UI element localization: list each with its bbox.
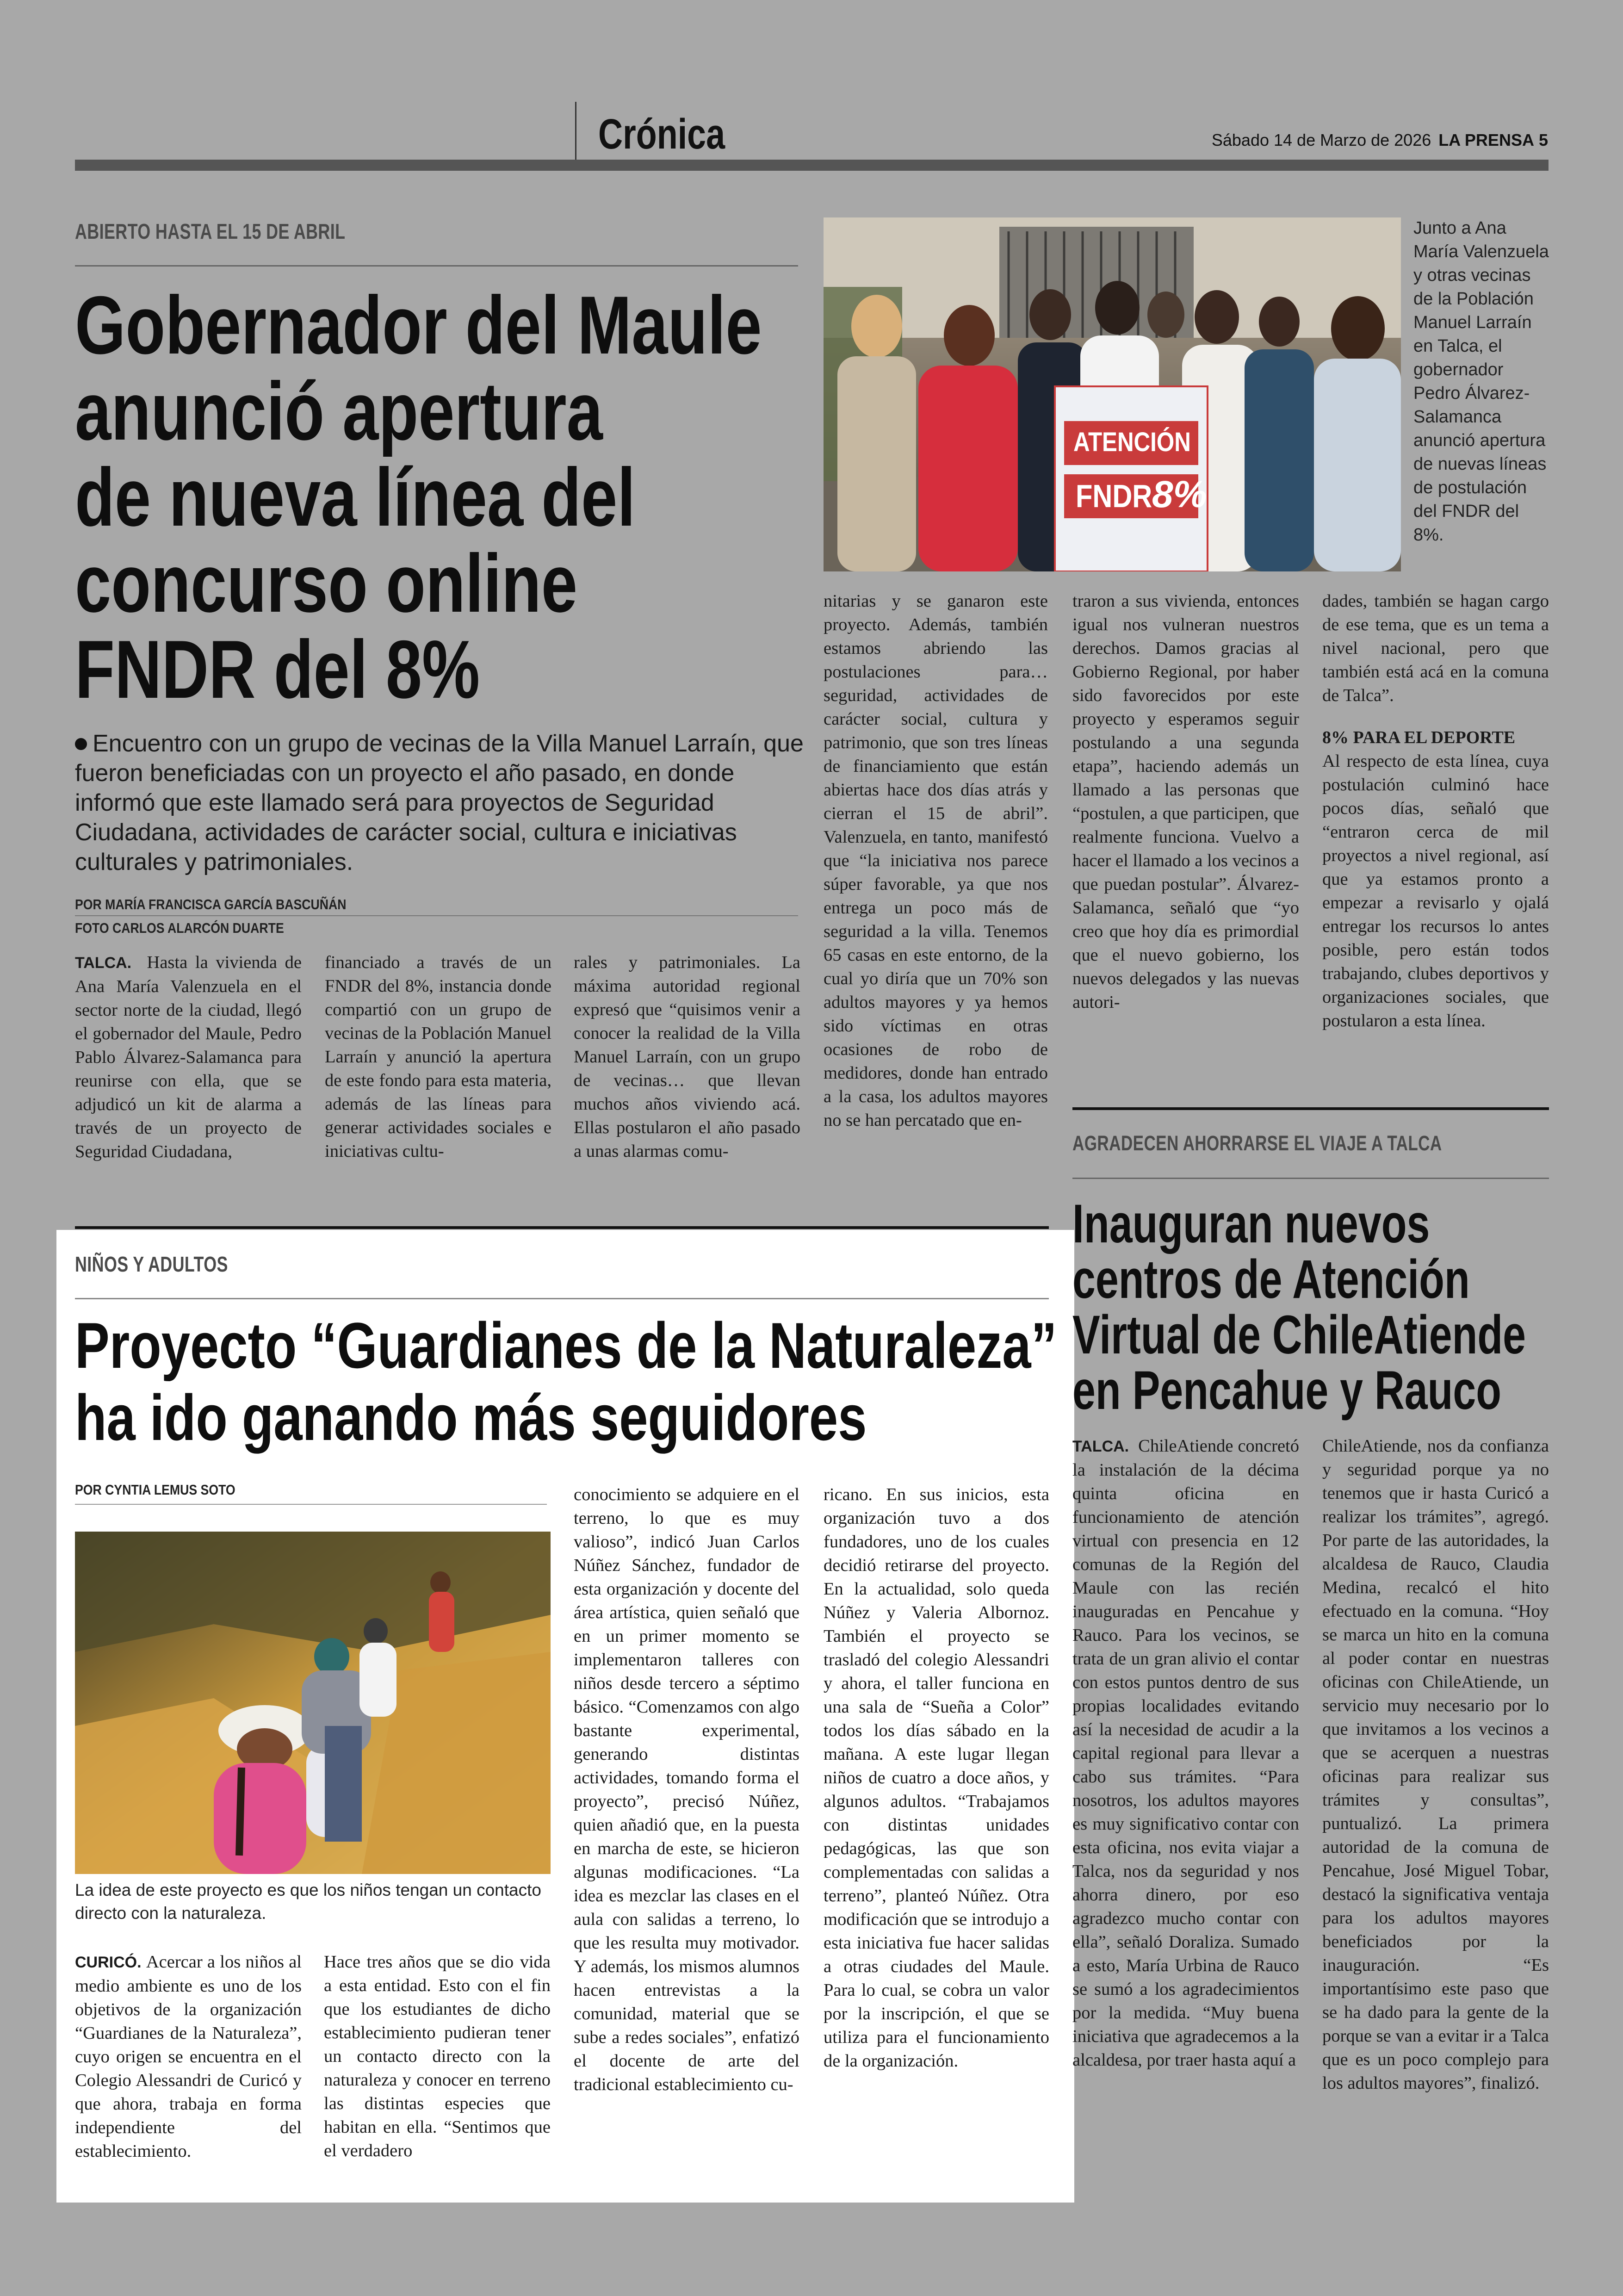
article3-kicker: AGRADECEN AHORRARSE EL VIAJE A TALCA <box>1072 1131 1442 1155</box>
article1-col-6 <box>1322 590 1549 1033</box>
sign-percent: 8% <box>1152 473 1207 515</box>
article2-dateline: CURICÓ. <box>75 1954 142 1971</box>
article1-dateline: TALCA. <box>75 954 132 972</box>
article2-col-4: ricano. En sus inicios, esta organización tuvo a dos fundadores, uno de los cuales decidió retirarse del proyecto. En la actualidad, solo queda Núñez y Valeria Albornoz. También el proyecto se trasladó del colegio Alessandri y ahora, el taller funciona en una sala de “Sueña a Color” todos los días sábado en la mañana. A este lugar llegan niños de cuatro a doce años, y algunos adultos. “Trabajamos con distintas unidades pedagógicas, las que son complementadas con salidas a terreno”, planteó Núñez. Otra modificación que se introdujo a esta iniciativa fue hacer salidas a otras ciudades del Maule. Para lo cual, se cobra un valor por la inscripción, el que se utiliza para el funcionamiento de la organización. <box>824 1485 1049 2071</box>
page-number: 5 <box>1538 130 1548 149</box>
article2-col-3: conocimiento se adquiere en el terreno, lo que es muy valioso”, indicó Juan Carlos Núñez Sánchez, fundador de esta organización y docente del área artística, quien señaló que en un primer momento se implementaron talleres con niños desde tercero a séptimo básico. “Comenzamos con algo bastante experimental, generando distintas actividades, tomando forma el proyecto”, precisó Núñez, quien añadió que, en la puesta en marcha de este, se hicieron algunas modificaciones. “La idea es mezclar las clases en el aula con salidas a terreno, lo que les resulta muy motivador. Y además, los mismos alumnos hacen entrevistas a la comunidad, material que se sube a redes sociales”, enfatizó el docente de arte del tradicional establecimiento cu- <box>574 1485 799 2094</box>
sign-text: FNDR <box>1076 478 1152 514</box>
article2-kicker: NIÑOS Y ADULTOS <box>75 1252 228 1276</box>
article1-subhead: 8% PARA EL DEPORTE <box>1322 728 1516 747</box>
paper-name: LA PRENSA <box>1438 130 1534 149</box>
header-date: Sábado 14 de Marzo de 2026 <box>1211 130 1431 149</box>
article3-kicker-rule <box>1072 1178 1549 1179</box>
article1-col-1 <box>75 951 302 1164</box>
article1-col-1-text: Hasta la vivienda de Ana María Valenzuela en el sector norte de la ciudad, llegó el gobernador del Maule, Pedro Pablo Álvarez-Salamanca para reunirse con ella, que se adjudicó un kit de alarma a través de un proyecto de Seguridad Ciudadana, <box>75 953 302 1161</box>
article1-col-2: financiado a través de un FNDR del 8%, instancia donde compartió con un grupo de vecinas de la Población Manuel Larraín y anunció la apertura de este fondo para esta materia, además de las líneas para generar actividades sociales e iniciativas cultu- <box>325 953 551 1161</box>
article1-photo-credit: FOTO CARLOS ALARCÓN DUARTE <box>75 920 284 936</box>
article2-col-2: Hace tres años que se dio vida a esta entidad. Esto con el fin que los estudiantes de dicho establecimiento pudieran tener un contacto directo con la naturaleza y conocer en terreno las distintas especies que habitan en ella. “Sentimos que el verdadero <box>324 1952 551 2160</box>
article3-headline-line: centros de Atención <box>1072 1249 1470 1310</box>
article2-headline-line: ha ido ganando más seguidores <box>75 1381 867 1454</box>
article2-col-1 <box>75 1950 302 2163</box>
article1-headline-line: anunció apertura <box>75 365 603 457</box>
article1-headline-line: de nueva línea del <box>75 451 636 543</box>
article2-photo <box>75 1532 551 1874</box>
header-date-line <box>1212 130 1548 150</box>
article1-photo-caption: Junto a Ana María Valenzuela y otras vecinas de la Población Manuel Larraín en Talca, el gobernador Pedro Álvarez-Salamanca anunció apertura de nuevas líneas de postulación del FNDR del 8%. <box>1413 218 1549 545</box>
article1-col-4: nitarias y se ganaron este proyecto. Además, también estamos abriendo las postulaciones para… seguridad, actividades de carácter social, cultura y patrimonio, que son tres líneas de financiamiento que están abiertas hace dos días atrás y cierran el 15 de abril”. Valenzuela, en tanto, manifestó que “la iniciativa nos parece súper favorable, ya que nos entrega un poco más de seguridad a la villa. Tenemos 65 casas en este entorno, de la cual yo diría que un 70% son adultos mayores y ya hemos sido víctimas en otras ocasiones de robo de medidores, donde han entrado a la casa, los adultos mayores no se han percatado que en- <box>824 591 1048 1130</box>
article1-headline-line: FNDR del 8% <box>75 623 480 715</box>
article2-col-1-text: Acercar a los niños al medio ambiente es uno de los objetivos de la organización “Guardianes de la Naturaleza”, cuyo origen se encuentra en el Colegio Alessandri de Curicó y que ahora, trabaja en forma independiente del establecimiento. <box>75 1952 302 2161</box>
article1-headline-line: concurso online <box>75 537 578 629</box>
article3-col-2: ChileAtiende, nos da confianza y seguridad porque ya no tenemos que ir hasta Curicó a realizar los trámites”, agregó. Por parte de las autoridades, la alcaldesa de Rauco, Claudia Medina, recalcó el hito efectuado en la comuna. “Hoy se marca un hito en la comuna al poder contar en nuestras oficinas con ChileAtiende, un servicio muy necesario por lo que invitamos a los vecinos a que se acerquen a nuestras oficinas para realizar sus trámites y consultas”, puntualizó. La primera autoridad de la comuna de Pencahue, José Miguel Tobar, destacó la significativa ventaja para los adultos mayores beneficiados por la inauguración. “Es importantísimo este paso que se ha dado para la gente de la porque se van a evitar ir a Talca que es un poco complejo para los adultos mayores”, finalizó. <box>1322 1436 1549 2093</box>
sign-title: ATENCIÓN <box>1073 427 1191 457</box>
article3-col-1-text: ChileAtiende concretó la instalación de la décima quinta oficina en funcionamiento de atención virtual con presencia en 12 comunas de la Región del Maule con las recién inauguradas en Pencahue y Rauco. Para los vecinos, se trata de un gran alivio el contar con estos puntos dentro de sus propias localidades evitando así la necesidad de acudir a la capital regional para llevar a cabo sus trámites. “Para nosotros, los adultos mayores es muy significativo contar con esta oficina, nos evita viajar a Talca, nos da seguridad y nos ahorra dinero, por eso agradezco mucho contar con ella”, señaló Doraliza. Sumado a esto, María Urbina de Rauco se sumó a los agradecimientos por la medida. “Muy buena iniciativa que agradecemos a la alcaldesa, por traer hasta aquí a <box>1072 1436 1299 2070</box>
article1-headline-line: Gobernador del Maule <box>75 279 762 371</box>
article3-headline-line: en Pencahue y Rauco <box>1072 1360 1502 1421</box>
article1-col-6b: Al respecto de esta línea, cuya postulación culminó hace pocos días, señaló que “entraron cerca de mil proyectos a nivel regional, así que ya estamos pronto a empezar a revisarlo y ojalá entregar los recursos lo antes posible, pero están todos trabajando, clubes deportivos y organizaciones sociales, que postularon a esta línea. <box>1322 751 1549 1030</box>
article1-photo <box>824 217 1401 571</box>
article1-byline: POR MARÍA FRANCISCA GARCÍA BASCUÑÁN <box>75 896 347 912</box>
article1-col-6a: dades, también se hagan cargo de ese tema, que es un tema a nivel nacional, pero que también está acá en la comuna de Talca”. <box>1322 591 1549 705</box>
article3-headline-line: Virtual de ChileAtiende <box>1072 1304 1526 1365</box>
article1-headline <box>75 279 806 715</box>
article3-headline <box>1072 1193 1565 1421</box>
article3-dateline: TALCA. <box>1072 1438 1129 1455</box>
article2-kicker-rule <box>75 1298 1049 1299</box>
article2-byline-rule <box>75 1504 547 1505</box>
bullet-icon <box>75 738 87 750</box>
article1-summary <box>75 729 804 877</box>
header-rule <box>75 160 1549 171</box>
section-title: Crónica <box>598 111 725 158</box>
article1-col-3: rales y patrimoniales. La máxima autoridad regional expresó que “quisimos venir a conocer la realidad de la Villa Manuel Larraín, con un grupo de vecinas… que llevan muchos años viviendo acá. Ellas postularon el año pasado a unas alarmas comu- <box>574 953 800 1161</box>
article1-col-5: traron a sus vivienda, entonces igual nos vulneran nuestros derechos. Damos gracias al Gobierno Regional, por haber sido favorecidos por este proyecto y esperamos seguir postulando a una segunda etapa”, haciendo además un llamado a las personas que “postulen, a que participen, que realmente funciona. Vuelvo a hacer el llamado a los vecinos a que puedan postular”. Álvarez-Salamanca, señaló que “yo creo que hoy día es primordial que el nuevo gobierno, los nuevos delegados y las nuevas autori- <box>1072 591 1299 1012</box>
article2-byline: POR CYNTIA LEMUS SOTO <box>75 1482 235 1498</box>
article2-photo-caption: La idea de este proyecto es que los niños tengan un contacto directo con la naturaleza. <box>75 1880 541 1923</box>
article1-photo-scene <box>824 217 1401 571</box>
article3-headline-line: Inauguran nuevos <box>1072 1193 1430 1254</box>
article2-headline-line: Proyecto “Guardianes de la Naturaleza” <box>75 1309 1057 1382</box>
article2-top-rule <box>75 1226 1049 1229</box>
article1-kicker: ABIERTO HASTA EL 15 DE ABRIL <box>75 219 346 243</box>
article1-byline-rule <box>75 915 798 916</box>
article2-headline <box>75 1309 1074 1454</box>
article1-summary-text: Encuentro con un grupo de vecinas de la Villa Manuel Larraín, que fueron beneficiadas con un proyecto el año pasado, en donde informó que este llamado será para proyectos de Seguridad Ciudadana, actividades de carácter social, cultura e iniciativas culturales y patrimoniales. <box>75 730 804 875</box>
article1-kicker-rule <box>75 265 798 267</box>
article3-top-rule <box>1072 1107 1549 1110</box>
header-divider <box>575 102 576 162</box>
article2-photo-scene <box>75 1532 551 1874</box>
article3-col-1 <box>1072 1434 1299 2072</box>
